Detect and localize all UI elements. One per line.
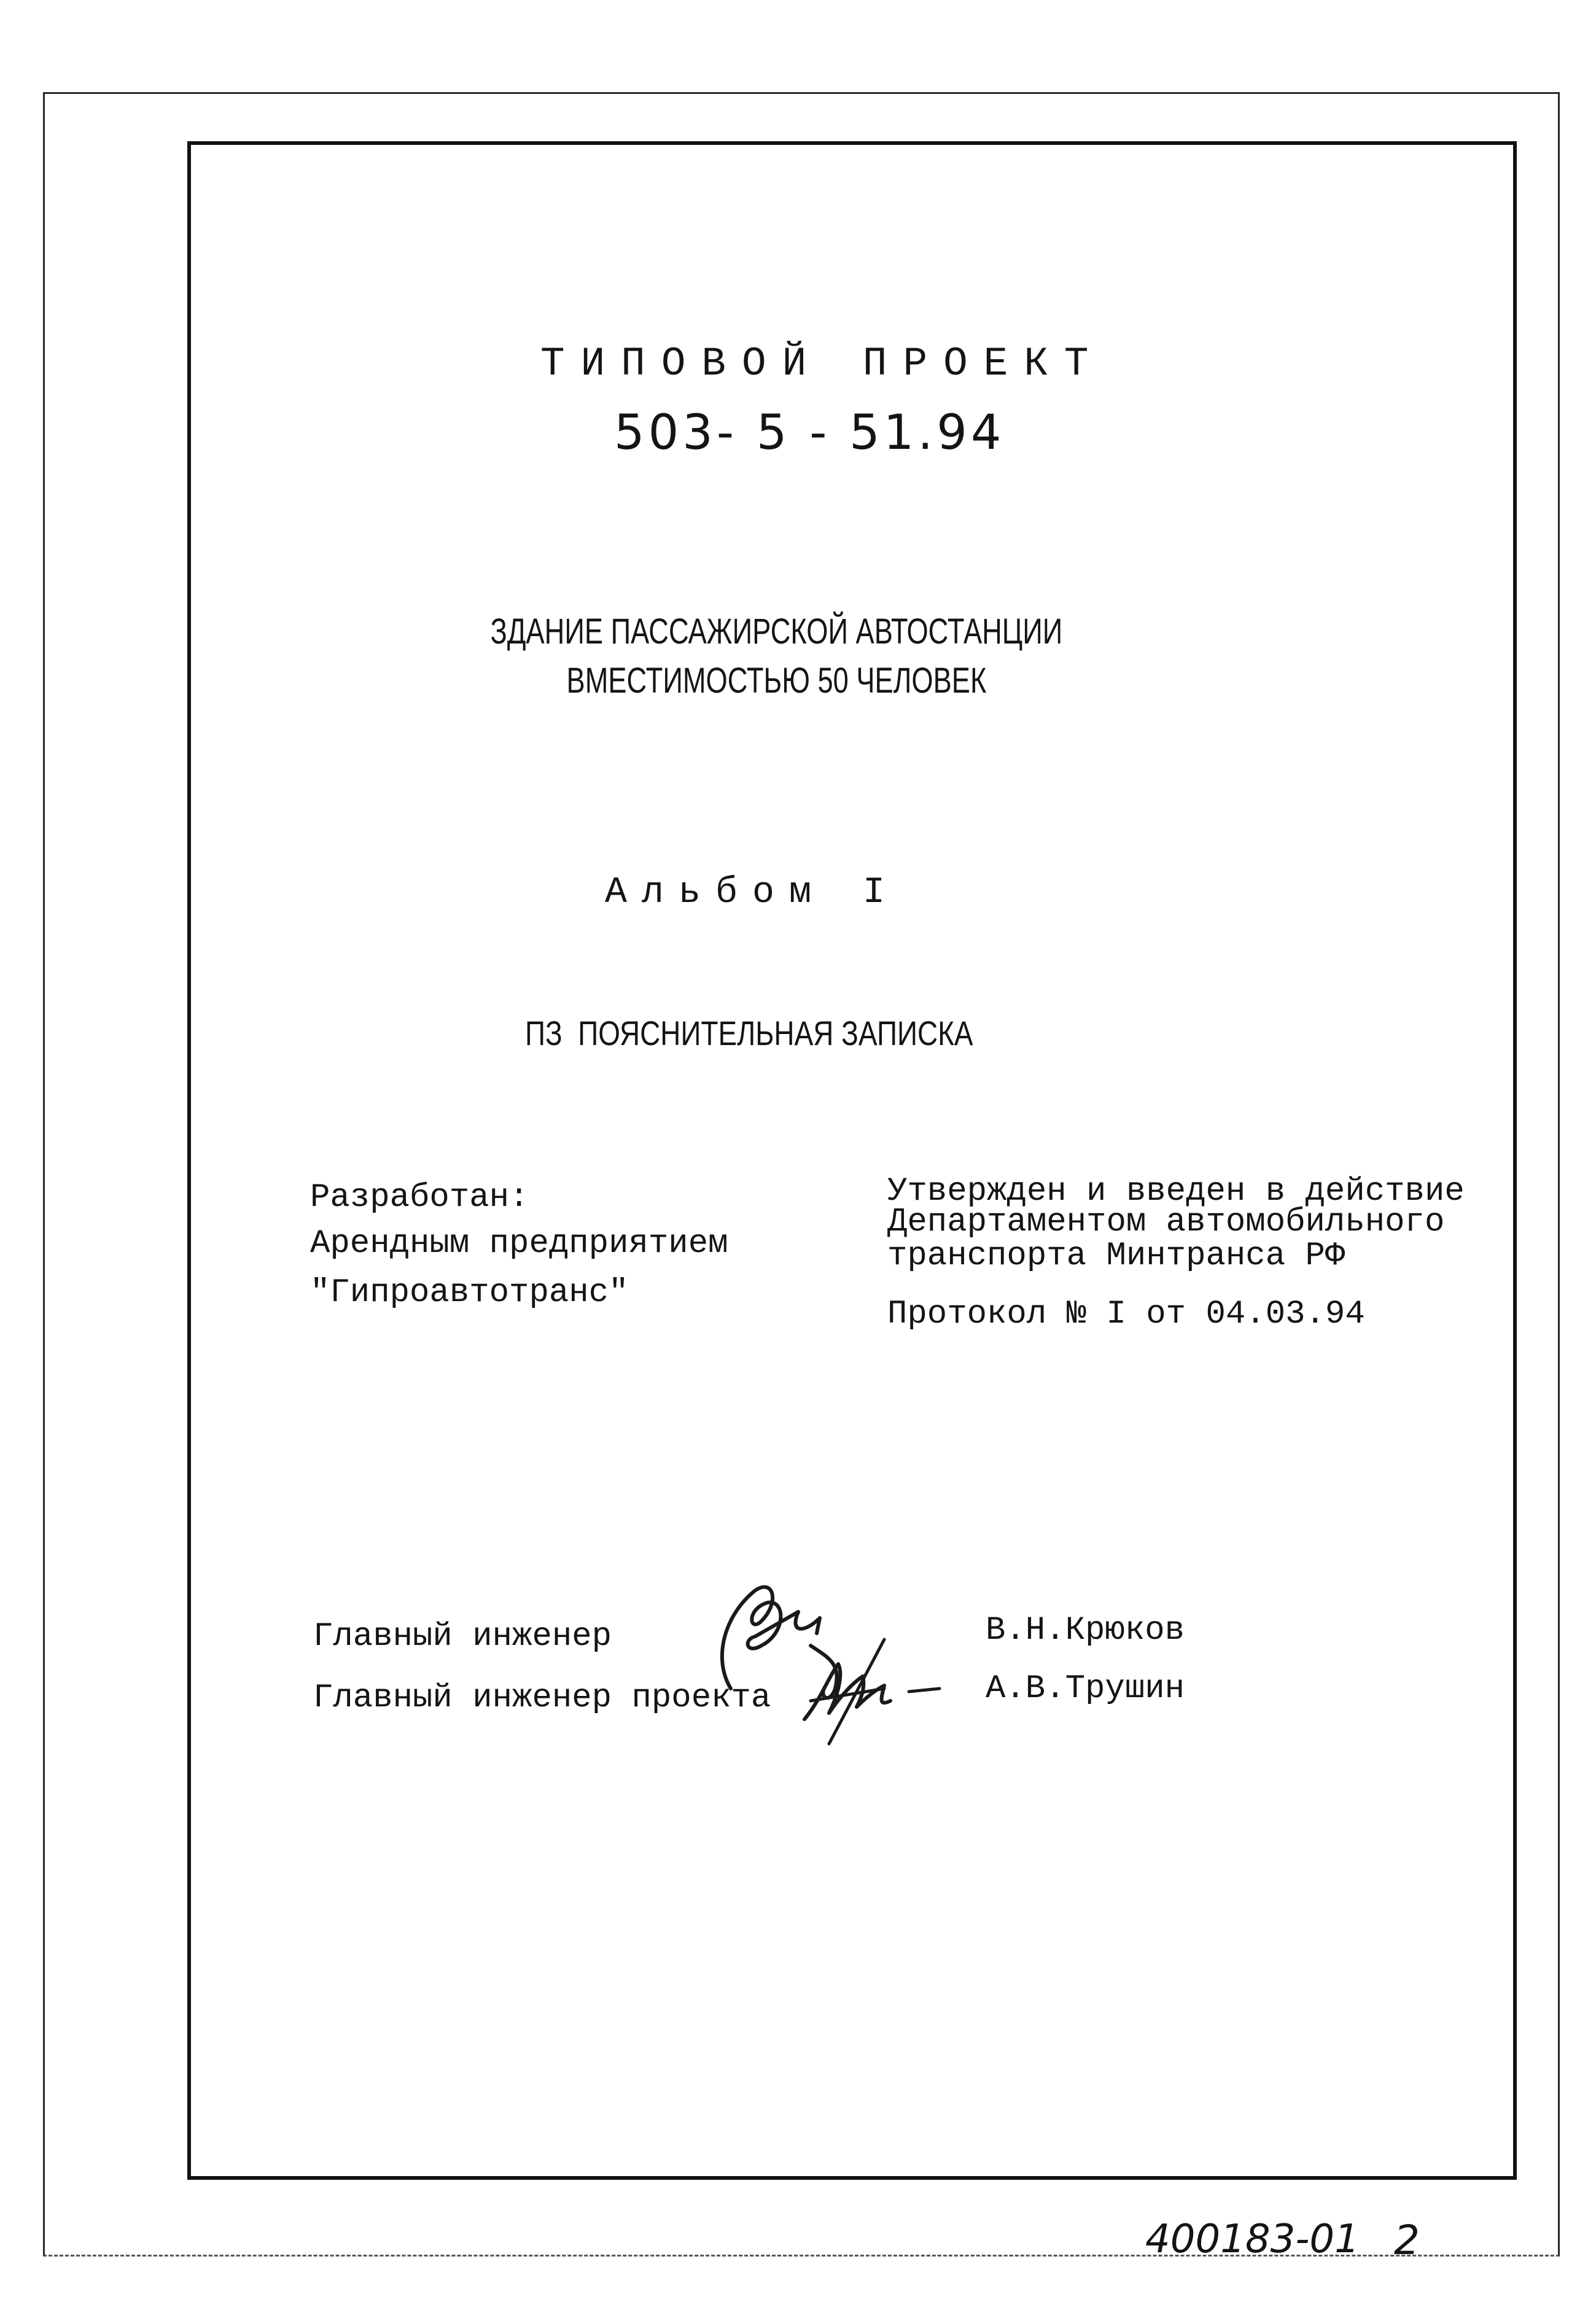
- album-label: Альбом I: [605, 872, 900, 914]
- approval-line-3: транспорта Минтранса РФ: [887, 1237, 1345, 1275]
- developer-line-2: "Гипроавтотранс": [310, 1274, 629, 1312]
- signatory-name-chief-project-engineer: А.В.Трушин: [986, 1670, 1185, 1708]
- signatory-role-chief-project-engineer: Главный инженер проекта: [313, 1679, 771, 1717]
- signatory-name-chief-engineer: В.Н.Крюков: [986, 1612, 1185, 1649]
- footer-document-code: 400183-01: [1145, 2217, 1360, 2262]
- document-heading: [525, 1013, 973, 1053]
- document-title: ПОЯСНИТЕЛЬНАЯ ЗАПИСКА: [578, 1014, 973, 1052]
- approval-line-2: Департаментом автомобильного: [887, 1203, 1445, 1241]
- footer-sheet-number: 2: [1394, 2217, 1420, 2264]
- signature-chief-project-engineer-icon: [792, 1627, 952, 1750]
- building-title-line-1: ЗДАНИЕ ПАССАЖИРСКОЙ АВТОСТАНЦИИ: [490, 612, 1063, 651]
- approval-line-1: Утвержден и введен в действие: [887, 1173, 1465, 1210]
- approval-protocol: Протокол № I от 04.03.94: [887, 1296, 1365, 1333]
- project-number: 503- 5 - 51.94: [614, 405, 1005, 461]
- document-type-title: ТИПОВОЙ ПРОЕКТ: [540, 341, 1105, 387]
- building-title-line-2: ВМЕСТИМОСТЬЮ 50 ЧЕЛОВЕК: [566, 661, 987, 701]
- developer-label: Разработан:: [310, 1179, 529, 1216]
- document-code: ПЗ: [525, 1014, 562, 1052]
- developer-line-1: Арендным предприятием: [310, 1225, 728, 1262]
- signatory-role-chief-engineer: Главный инженер: [313, 1618, 612, 1655]
